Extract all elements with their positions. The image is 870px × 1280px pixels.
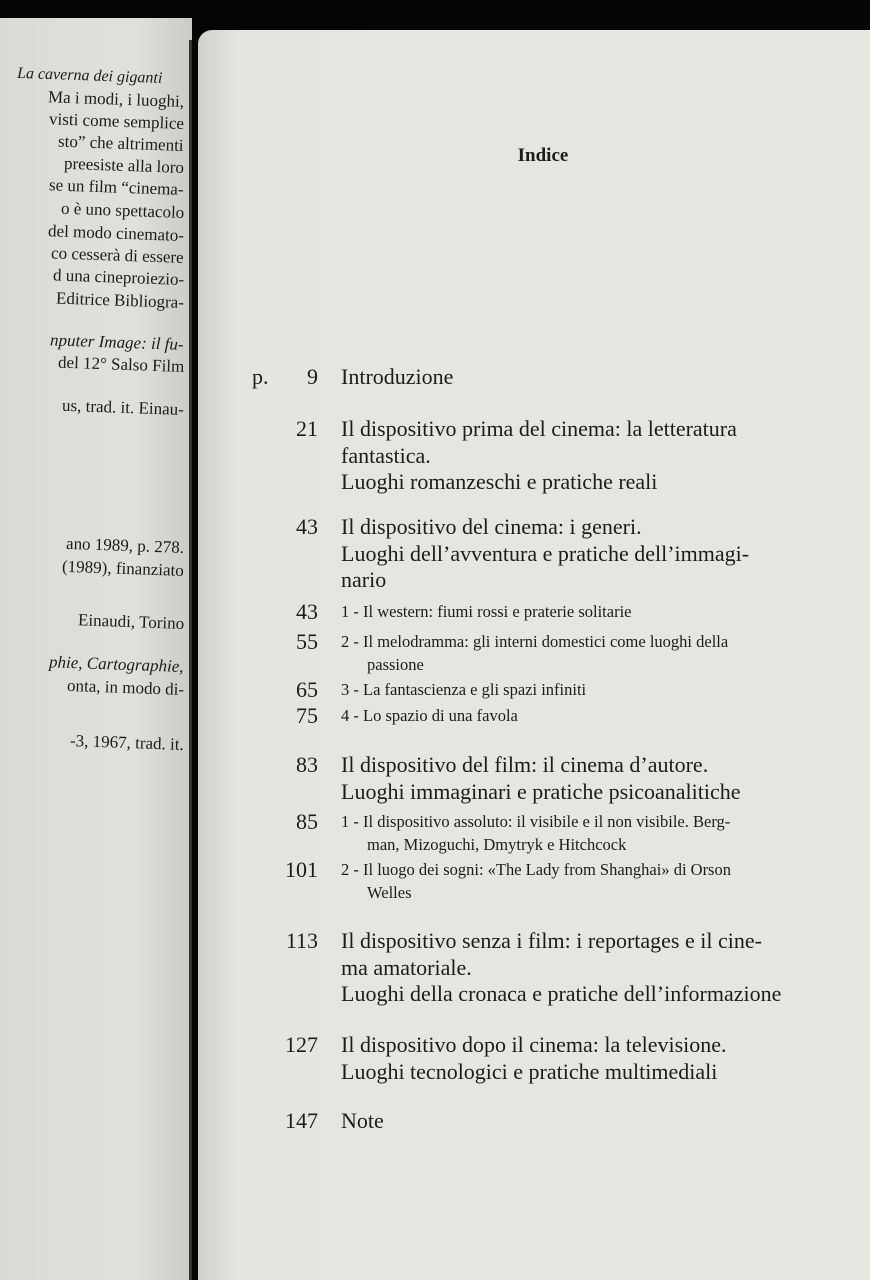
- left-page-line: us, trad. it. Einau-: [61, 395, 185, 419]
- left-page-line: nputer Image: il fu-: [50, 330, 185, 354]
- toc-page-number: 127: [285, 1032, 318, 1057]
- toc-entry-line: man, Mizoguchi, Dmytryk e Hitchcock: [367, 835, 627, 854]
- toc-page-number: 101: [285, 857, 318, 882]
- left-page-line: Ma i modi, i luoghi,: [47, 87, 185, 111]
- toc-entry-line: Luoghi della cronaca e pratiche dell’informazione: [341, 981, 782, 1006]
- toc-entry-line: 1 - Il dispositivo assoluto: il visibile e il non visibile. Berg-: [341, 812, 731, 831]
- toc-page-number: 147: [285, 1108, 318, 1133]
- left-page-line: Einaudi, Torino: [77, 610, 185, 633]
- left-page-line: visti come semplice: [48, 109, 185, 133]
- toc-entry-line: Il dispositivo senza i film: i reportages e il cine-: [341, 928, 762, 953]
- toc-entry-line: Il dispositivo prima del cinema: la letteratura: [341, 416, 737, 441]
- toc-page-number: 65: [296, 677, 318, 702]
- toc-entry-line: Introduzione: [341, 364, 454, 389]
- toc-entry-line: Il dispositivo del cinema: i generi.: [341, 514, 642, 539]
- toc-entry-line: Il dispositivo del film: il cinema d’autore.: [341, 752, 709, 777]
- left-page-line: onta, in modo di-: [66, 675, 185, 699]
- toc-entry-line: Il dispositivo dopo il cinema: la televisione.: [341, 1032, 727, 1057]
- page-prefix: p.: [252, 364, 269, 389]
- book-gutter: [189, 40, 192, 1280]
- toc-entry-line: passione: [367, 655, 424, 674]
- toc-page-number: 113: [285, 928, 318, 953]
- toc-entry-line: Note: [341, 1108, 384, 1133]
- toc-entry-line: 1 - Il western: fiumi rossi e praterie solitarie: [341, 602, 632, 621]
- left-page-line: (1989), finanziato: [61, 556, 185, 580]
- left-page-line: phie, Cartographie,: [49, 652, 185, 676]
- toc-page-number: 83: [296, 752, 318, 777]
- left-page-line: ano 1989, p. 278.: [65, 533, 185, 557]
- toc-page-number: 9: [307, 364, 318, 389]
- left-page-line: o è uno spettacolo: [60, 198, 185, 222]
- toc-entry-line: 3 - La fantascienza e gli spazi infiniti: [341, 680, 587, 699]
- left-page: [0, 18, 192, 1280]
- toc-entry-line: 4 - Lo spazio di una favola: [341, 706, 518, 725]
- toc-page-number: 85: [296, 809, 318, 834]
- toc-page-number: 43: [296, 514, 318, 539]
- toc-entry-line: Luoghi tecnologici e pratiche multimediali: [341, 1058, 718, 1084]
- left-page-line: Editrice Bibliogra-: [55, 288, 185, 312]
- left-page-line: del 12° Salso Film: [57, 352, 185, 376]
- toc-entry-line: ma amatoriale.: [341, 954, 472, 980]
- running-head: La caverna dei giganti: [16, 64, 163, 87]
- toc-entry-line: Luoghi dell’avventura e pratiche dell’immagi-: [341, 540, 750, 566]
- toc-entry-line: nario: [341, 567, 387, 592]
- toc-entry-line: 2 - Il melodramma: gli interni domestici come luoghi della: [341, 632, 729, 651]
- left-page-line: co cesserà di essere: [51, 243, 185, 267]
- toc-page-number: 21: [296, 416, 318, 441]
- toc-entry-line: fantastica.: [341, 442, 431, 468]
- toc-entry-line: Welles: [367, 883, 412, 902]
- toc-page-number: 55: [296, 629, 318, 654]
- left-page-line: d una cineproiezio-: [52, 265, 185, 289]
- left-page-line: preesiste alla loro: [63, 153, 185, 177]
- left-page-line: sto” che altrimenti: [58, 131, 185, 155]
- toc-entry-line: Luoghi romanzeschi e pratiche reali: [341, 469, 658, 494]
- toc-page-number: 43: [296, 599, 318, 624]
- toc-entry-line: 2 - Il luogo dei sogni: «The Lady from Shanghai» di Orson: [341, 860, 731, 879]
- toc-page-number: 75: [296, 703, 318, 728]
- left-page-line: del modo cinemato-: [47, 221, 185, 245]
- page-title: Indice: [517, 145, 569, 166]
- left-page-line: se un film “cinema-: [49, 175, 185, 199]
- toc-entry-line: Luoghi immaginari e pratiche psicoanalitiche: [341, 778, 741, 804]
- left-page-line: -3, 1967, trad. it.: [69, 731, 185, 754]
